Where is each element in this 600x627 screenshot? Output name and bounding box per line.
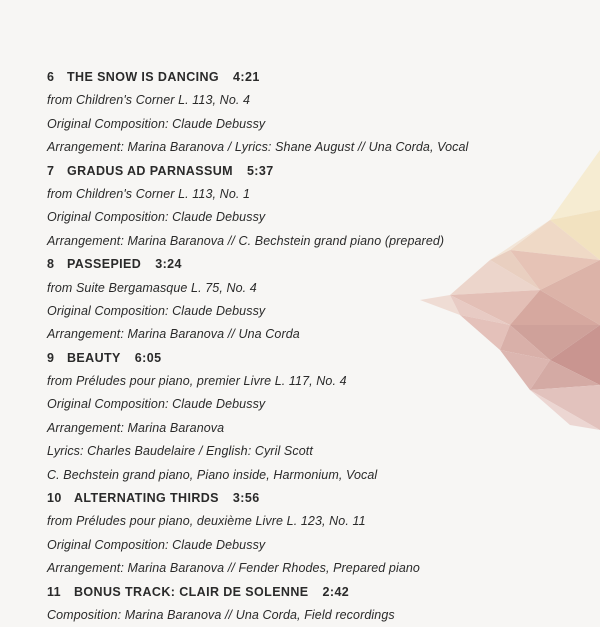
track-detail-line: from Préludes pour piano, deuxième Livre L. 123, No. 11: [47, 514, 366, 529]
track-title-line: [47, 487, 567, 510]
track-number: 10: [47, 491, 62, 506]
track-duration: 2:42: [322, 584, 350, 599]
track-detail-line: Arrangement: Marina Baranova // Una Corda: [47, 327, 300, 342]
track-title: ALTERNATING THIRDS: [74, 491, 219, 506]
track-duration: 3:24: [155, 257, 182, 272]
track-title-line: [47, 253, 567, 276]
track-detail-line: from Children's Corner L. 113, No. 1: [47, 186, 251, 201]
track-detail-line: Original Composition: Claude Debussy: [47, 303, 266, 318]
track-title-line: [47, 66, 567, 89]
track-title: BEAUTY: [67, 350, 121, 365]
track-title-line: [47, 581, 567, 604]
track-detail-line: Original Composition: Claude Debussy: [47, 537, 266, 552]
track-number: 7: [47, 163, 55, 178]
track-detail-line: Arrangement: Marina Baranova: [47, 420, 225, 435]
track-list: [47, 66, 567, 627]
track-number: 9: [47, 350, 55, 365]
track-number: 6: [47, 70, 55, 84]
track-8: [47, 253, 567, 347]
track-7: [47, 160, 567, 254]
track-duration: 3:56: [232, 491, 260, 506]
track-title: BONUS TRACK: CLAIR DE SOLENNE: [74, 584, 309, 599]
track-detail-line: Composition: Marina Baranova // Una Corda, Field recordings: [47, 607, 395, 622]
track-duration: 4:21: [233, 70, 260, 84]
track-title-line: [47, 160, 567, 183]
track-detail-line: Arrangement: Marina Baranova // Fender Rhodes, Prepared piano: [47, 561, 420, 576]
track-detail-line: Original Composition: Claude Debussy: [47, 210, 266, 225]
track-title: GRADUS AD PARNASSUM: [67, 163, 233, 178]
track-detail-line: Lyrics: Charles Baudelaire / English: Cyril Scott: [47, 444, 313, 459]
track-11: [47, 581, 567, 627]
track-title-line: [47, 347, 567, 370]
track-title: PASSEPIED: [67, 257, 142, 272]
track-detail-line: Arrangement: Marina Baranova / Lyrics: Shane August // Una Corda, Vocal: [47, 140, 469, 155]
track-detail-line: C. Bechstein grand piano, Piano inside, Harmonium, Vocal: [47, 467, 378, 482]
track-9: [47, 347, 567, 487]
track-detail-line: Original Composition: Claude Debussy: [47, 397, 266, 412]
track-duration: 5:37: [246, 163, 274, 178]
track-detail-line: Arrangement: Marina Baranova // C. Bechstein grand piano (prepared): [47, 233, 445, 248]
track-detail-line: from Children's Corner L. 113, No. 4: [47, 93, 251, 108]
track-10: [47, 487, 567, 581]
track-detail-line: from Suite Bergamasque L. 75, No. 4: [47, 280, 257, 295]
track-title: THE SNOW IS DANCING: [67, 70, 220, 84]
track-6: [47, 66, 567, 160]
track-detail-line: Original Composition: Claude Debussy: [47, 116, 266, 131]
track-detail-line: from Préludes pour piano, premier Livre L. 117, No. 4: [47, 374, 347, 389]
track-duration: 6:05: [134, 350, 162, 365]
track-number: 8: [47, 257, 55, 272]
track-number: 11: [47, 584, 62, 599]
